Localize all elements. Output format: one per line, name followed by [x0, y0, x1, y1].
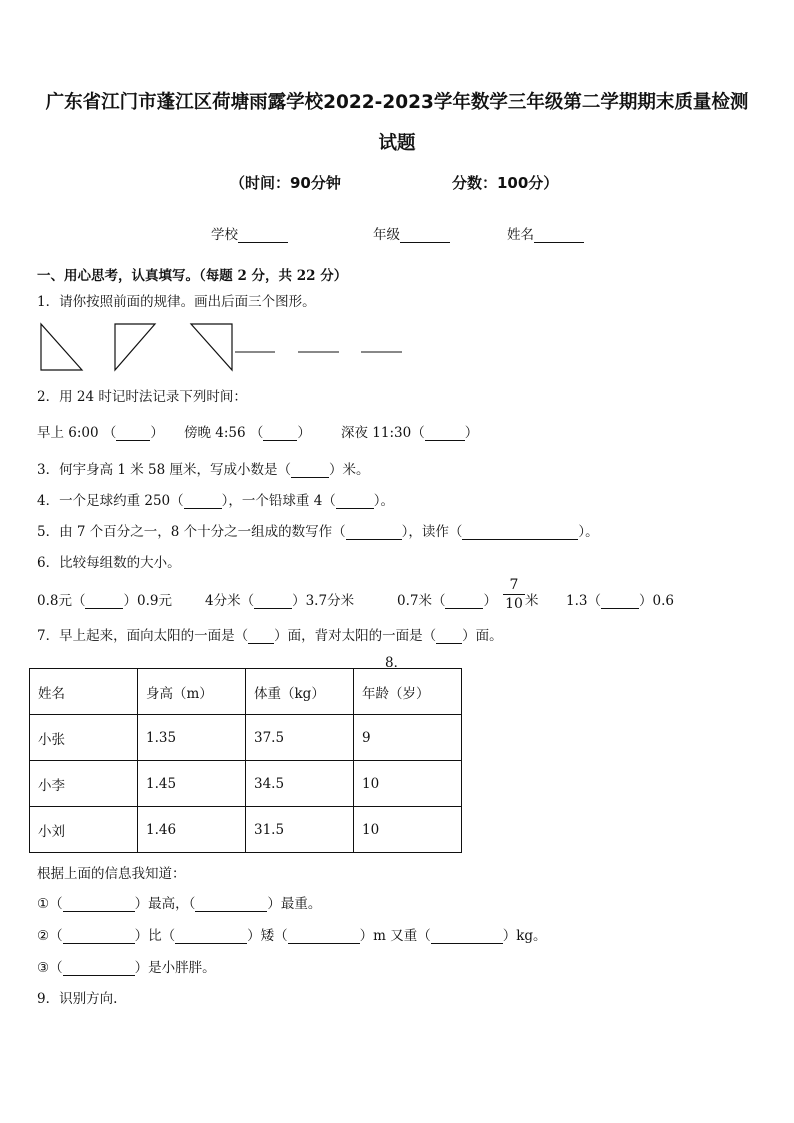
q8-blank-7[interactable] — [63, 961, 135, 976]
q6-compare-1: 0.8元（ ）0.9元 — [37, 593, 172, 609]
fraction-numerator: 7 — [503, 576, 525, 595]
triangle-shape-3 — [191, 324, 232, 370]
table-row — [30, 807, 462, 853]
grade-label: 年级 — [373, 227, 400, 243]
q6-blank-1[interactable] — [85, 594, 123, 609]
q8-blank-6[interactable] — [431, 929, 503, 944]
question-1: 1．请你按照前面的规律。画出后面三个图形。 — [37, 294, 316, 310]
q8-statement-3: ③（ ）是小胖胖。 — [37, 960, 216, 976]
table-cell: 1.46 — [138, 807, 246, 853]
q2-blank-1[interactable] — [116, 426, 150, 441]
q7-blank-2[interactable] — [436, 629, 462, 644]
name-blank[interactable] — [534, 228, 584, 243]
table-row — [30, 761, 462, 807]
q2-item-morning: 早上 6:00 （ ） — [37, 425, 164, 441]
table-cell: 9 — [354, 715, 462, 761]
school-field[interactable] — [211, 223, 288, 243]
table-header-cell: 姓名 — [30, 669, 138, 715]
q2-blank-3[interactable] — [425, 426, 465, 441]
student-info-table — [29, 668, 462, 853]
question-7: 7．早上起来，面向太阳的一面是（ ）面，背对太阳的一面是（ ）面。 — [37, 628, 503, 644]
table-cell: 小刘 — [30, 807, 138, 853]
table-cell: 1.35 — [138, 715, 246, 761]
q6-blank-3[interactable] — [445, 594, 483, 609]
q6-unit: 米 — [525, 593, 539, 609]
table-cell: 31.5 — [246, 807, 354, 853]
question-6: 6．比较每组数的大小。 — [37, 555, 181, 571]
q8-intro: 根据上面的信息我知道： — [37, 866, 186, 882]
question-4: 4．一个足球约重 250（ ），一个铅球重 4（ ）。 — [37, 493, 395, 509]
page-title-line2: 试题 — [378, 133, 416, 154]
q5-blank-2[interactable] — [462, 525, 578, 540]
q3-blank[interactable] — [291, 463, 329, 478]
exam-time: （时间：90分钟 — [230, 174, 341, 192]
table-header-row — [30, 669, 462, 715]
table-header-cell: 身高（m） — [138, 669, 246, 715]
table-cell: 10 — [354, 807, 462, 853]
triangle-pattern — [35, 318, 415, 378]
fraction-denominator: 10 — [505, 596, 523, 612]
question-9: 9．识别方向. — [37, 991, 118, 1007]
q6-compare-4: 1.3（ ）0.6 — [566, 593, 674, 609]
q2-item-night: 深夜 11:30（ ） — [341, 425, 479, 441]
table-cell: 34.5 — [246, 761, 354, 807]
name-label: 姓名 — [507, 227, 534, 243]
question-3: 3．何宇身高 1 米 58 厘米，写成小数是（ ）米。 — [37, 462, 370, 478]
q8-blank-2[interactable] — [195, 897, 267, 912]
triangle-shape-1 — [41, 324, 82, 370]
q7-blank-1[interactable] — [248, 629, 274, 644]
q6-compare-3: 0.7米（ ） — [397, 593, 497, 609]
q2-blank-2[interactable] — [263, 426, 297, 441]
table-header-cell: 体重（kg） — [246, 669, 354, 715]
table-header-cell: 年龄（岁） — [354, 669, 462, 715]
fraction-seven-tenths — [503, 576, 525, 613]
q8-statement-1: ①（ ）最高，（ ）最重。 — [37, 896, 322, 912]
table-cell: 37.5 — [246, 715, 354, 761]
table-cell: 小李 — [30, 761, 138, 807]
q4-blank-2[interactable] — [336, 494, 374, 509]
q8-blank-4[interactable] — [175, 929, 247, 944]
q4-blank-1[interactable] — [184, 494, 222, 509]
school-label: 学校 — [211, 227, 238, 243]
table-cell: 1.45 — [138, 761, 246, 807]
question-8-number: 8． — [385, 655, 408, 671]
q2-item-evening: 傍晚 4:56 （ ） — [184, 425, 311, 441]
grade-field[interactable] — [373, 223, 450, 243]
question-2: 2．用 24 时记时法记录下列时间： — [37, 389, 247, 405]
q8-statement-2: ②（ ）比（ ）矮（ ）m 又重（ ）kg。 — [37, 928, 547, 944]
table-cell: 10 — [354, 761, 462, 807]
q6-blank-2[interactable] — [254, 594, 292, 609]
section-heading: 一、用心思考，认真填写。（每题 2 分，共 22 分） — [37, 268, 348, 284]
school-blank[interactable] — [238, 228, 288, 243]
table-cell: 小张 — [30, 715, 138, 761]
q6-compare-2: 4分米（ ）3.7分米 — [205, 593, 355, 609]
q8-blank-5[interactable] — [288, 929, 360, 944]
page-title: 广东省江门市蓬江区荷塘雨露学校2022-2023学年数学三年级第二学期期末质量检测 — [45, 92, 749, 113]
table-row — [30, 715, 462, 761]
q8-blank-1[interactable] — [63, 897, 135, 912]
triangle-shape-2 — [115, 324, 155, 370]
q5-blank-1[interactable] — [346, 525, 402, 540]
name-field[interactable] — [507, 223, 584, 243]
grade-blank[interactable] — [400, 228, 450, 243]
exam-score: 分数：100分） — [452, 174, 559, 192]
q6-blank-4[interactable] — [601, 594, 639, 609]
question-5: 5．由 7 个百分之一，8 个十分之一组成的数写作（ ），读作（ ）。 — [37, 524, 599, 540]
q8-blank-3[interactable] — [63, 929, 135, 944]
